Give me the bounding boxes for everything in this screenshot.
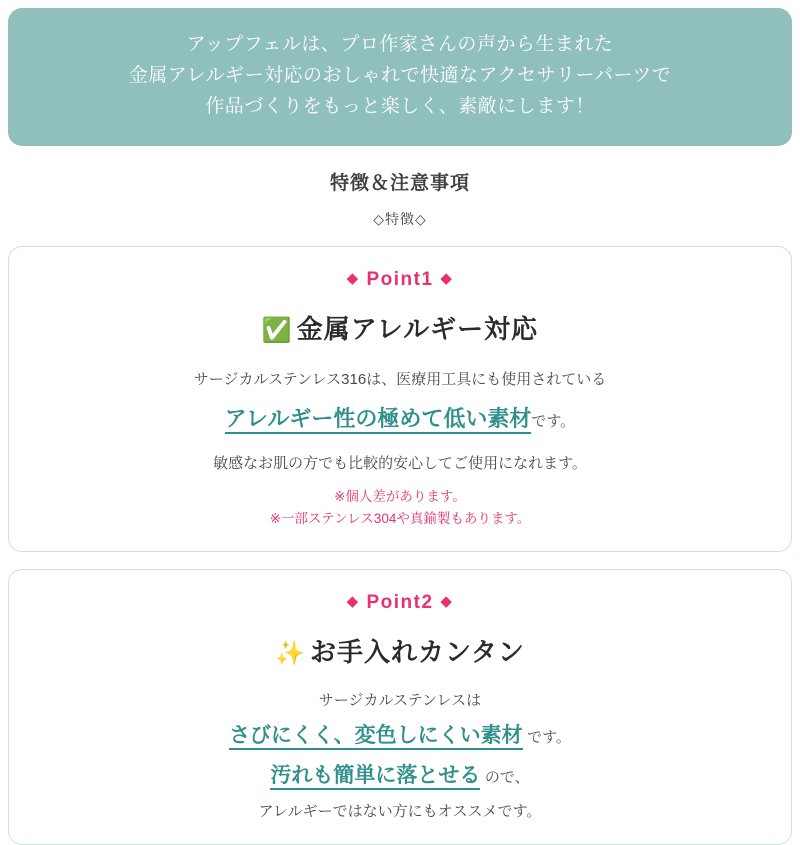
point2-card	[8, 569, 792, 845]
point2-label	[27, 592, 773, 614]
diamond-right-icon: ◆	[440, 592, 454, 610]
point1-line1: サージカルステンレス316は、医療用工具にも使用されている	[193, 371, 607, 389]
hero-line-2: 金属アレルギー対応のおしゃれで快適なアクセサリーパーツで	[128, 64, 672, 86]
point1-highlight-tail: です。	[531, 413, 576, 431]
point1-heading-text: 金属アレルギー対応	[296, 314, 539, 345]
point2-heading-text: お手入れカンタン	[309, 636, 525, 667]
page-root	[0, 8, 800, 821]
point2-label-text: Point2	[366, 591, 434, 613]
point2-highlight-row-1	[27, 722, 773, 750]
hero-banner	[8, 8, 792, 146]
hero-line-3: 作品づくりをもっと楽しく、素敵にします！	[205, 95, 595, 117]
point2-highlight-1: さびにくく、変色しにくい素材	[229, 724, 523, 750]
point1-heading	[27, 309, 773, 346]
sparkles-icon: ✨	[275, 639, 306, 667]
diamond-left-icon: ◆	[346, 270, 360, 288]
point2-highlight-2-tail: ので、	[484, 768, 530, 786]
point2-highlight-row-2	[27, 762, 773, 790]
point1-label	[27, 269, 773, 291]
point2-caption: サージカルステンレスは	[318, 691, 482, 709]
point1-highlight-row	[27, 404, 773, 434]
point2-heading	[27, 632, 773, 669]
section-title: 特徴＆注意事項	[329, 173, 470, 195]
point2-last-line: アレルギーではない方にもオススメです。	[258, 803, 542, 821]
section-subtitle: ◇特徴◇	[373, 211, 427, 228]
point1-label-text: Point1	[366, 269, 434, 291]
point1-card	[8, 246, 792, 551]
point1-note-2: ※一部ステンレス304や真鍮製もあります。	[269, 511, 531, 527]
check-mark-icon: ✅	[261, 317, 293, 345]
diamond-right-icon: ◆	[440, 270, 454, 288]
point1-highlight: アレルギー性の極めて低い素材	[225, 406, 532, 434]
point2-highlight-1-tail: です。	[527, 728, 571, 746]
hero-line-1: アップフェルは、プロ作家さんの声から生まれた	[186, 34, 614, 55]
point2-highlight-2: 汚れも簡単に落とせる	[270, 764, 480, 790]
point1-line2: 敏感なお肌の方でも比較的安心してご使用になれます。	[213, 454, 587, 472]
point1-note-1: ※個人差があります。	[334, 488, 466, 504]
diamond-left-icon: ◆	[346, 592, 360, 610]
